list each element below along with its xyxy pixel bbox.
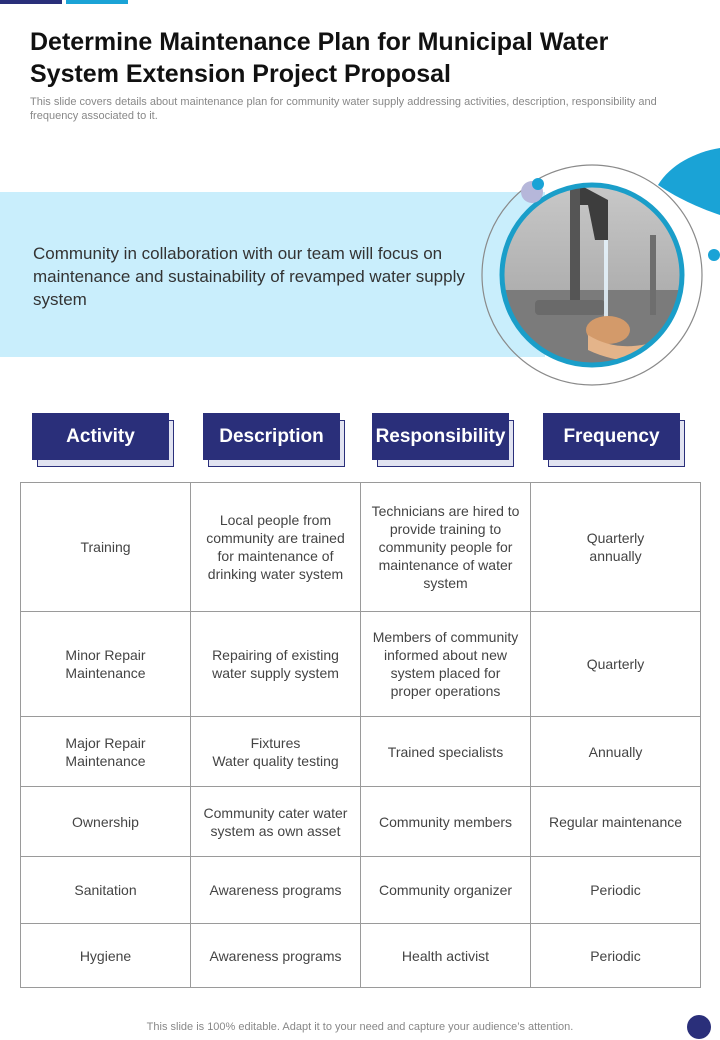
banner-text: Community in collaboration with our team will focus on maintenance and sustainability of revamped water supply system: [33, 244, 465, 309]
water-tap-photo: [480, 140, 720, 400]
water-tap-illustration: [480, 140, 720, 400]
cell-description: Awareness programs: [191, 857, 361, 924]
column-header-activity: Activity: [32, 413, 169, 460]
table-row: [21, 924, 701, 988]
cell-responsibility: Members of community informed about new system placed for proper operations: [361, 612, 531, 717]
table-row: [21, 717, 701, 787]
cell-frequency: Quarterly: [531, 612, 701, 717]
column-header-responsibility: Responsibility: [372, 413, 509, 460]
table-row: [21, 483, 701, 612]
table-row: [21, 857, 701, 924]
top-accent-bar-cyan: [66, 0, 128, 4]
cell-description: Community cater water system as own asset: [191, 787, 361, 857]
table-row: [21, 612, 701, 717]
cell-activity: Major Repair Maintenance: [21, 717, 191, 787]
cell-frequency: Regular maintenance: [531, 787, 701, 857]
cell-responsibility: Trained specialists: [361, 717, 531, 787]
page-title: Determine Maintenance Plan for Municipal Water System Extension Project Proposal: [30, 28, 609, 88]
cell-description: Local people from community are trained for maintenance of drinking water system: [191, 483, 361, 612]
cell-responsibility: Community members: [361, 787, 531, 857]
maintenance-plan-table: [20, 482, 701, 988]
cell-description: Fixtures Water quality testing: [191, 717, 361, 787]
footer-note: This slide is 100% editable. Adapt it to your need and capture your audience’s attention.: [146, 1021, 574, 1033]
top-accent-bar-navy: [0, 0, 62, 4]
table-row: [21, 787, 701, 857]
cell-responsibility: Health activist: [361, 924, 531, 988]
cell-activity: Minor Repair Maintenance: [21, 612, 191, 717]
cell-activity: Training: [21, 483, 191, 612]
cell-description: Awareness programs: [191, 924, 361, 988]
cell-responsibility: Technicians are hired to provide training to community people for maintenance of water system: [361, 483, 531, 612]
page-indicator-dot: [687, 1015, 711, 1039]
cell-frequency: Annually: [531, 717, 701, 787]
cell-frequency: Periodic: [531, 924, 701, 988]
water-drop-shape: [658, 148, 720, 215]
page-subtitle: This slide covers details about maintenance plan for community water supply addressing activities, description, responsibility and frequency associated to it.: [30, 96, 657, 122]
cell-description: Repairing of existing water supply system: [191, 612, 361, 717]
column-header-frequency: Frequency: [543, 413, 680, 460]
cell-frequency: Periodic: [531, 857, 701, 924]
cell-activity: Hygiene: [21, 924, 191, 988]
cell-responsibility: Community organizer: [361, 857, 531, 924]
cell-activity: Ownership: [21, 787, 191, 857]
cell-activity: Sanitation: [21, 857, 191, 924]
column-header-description: Description: [203, 413, 340, 460]
cell-frequency: Quarterly annually: [531, 483, 701, 612]
